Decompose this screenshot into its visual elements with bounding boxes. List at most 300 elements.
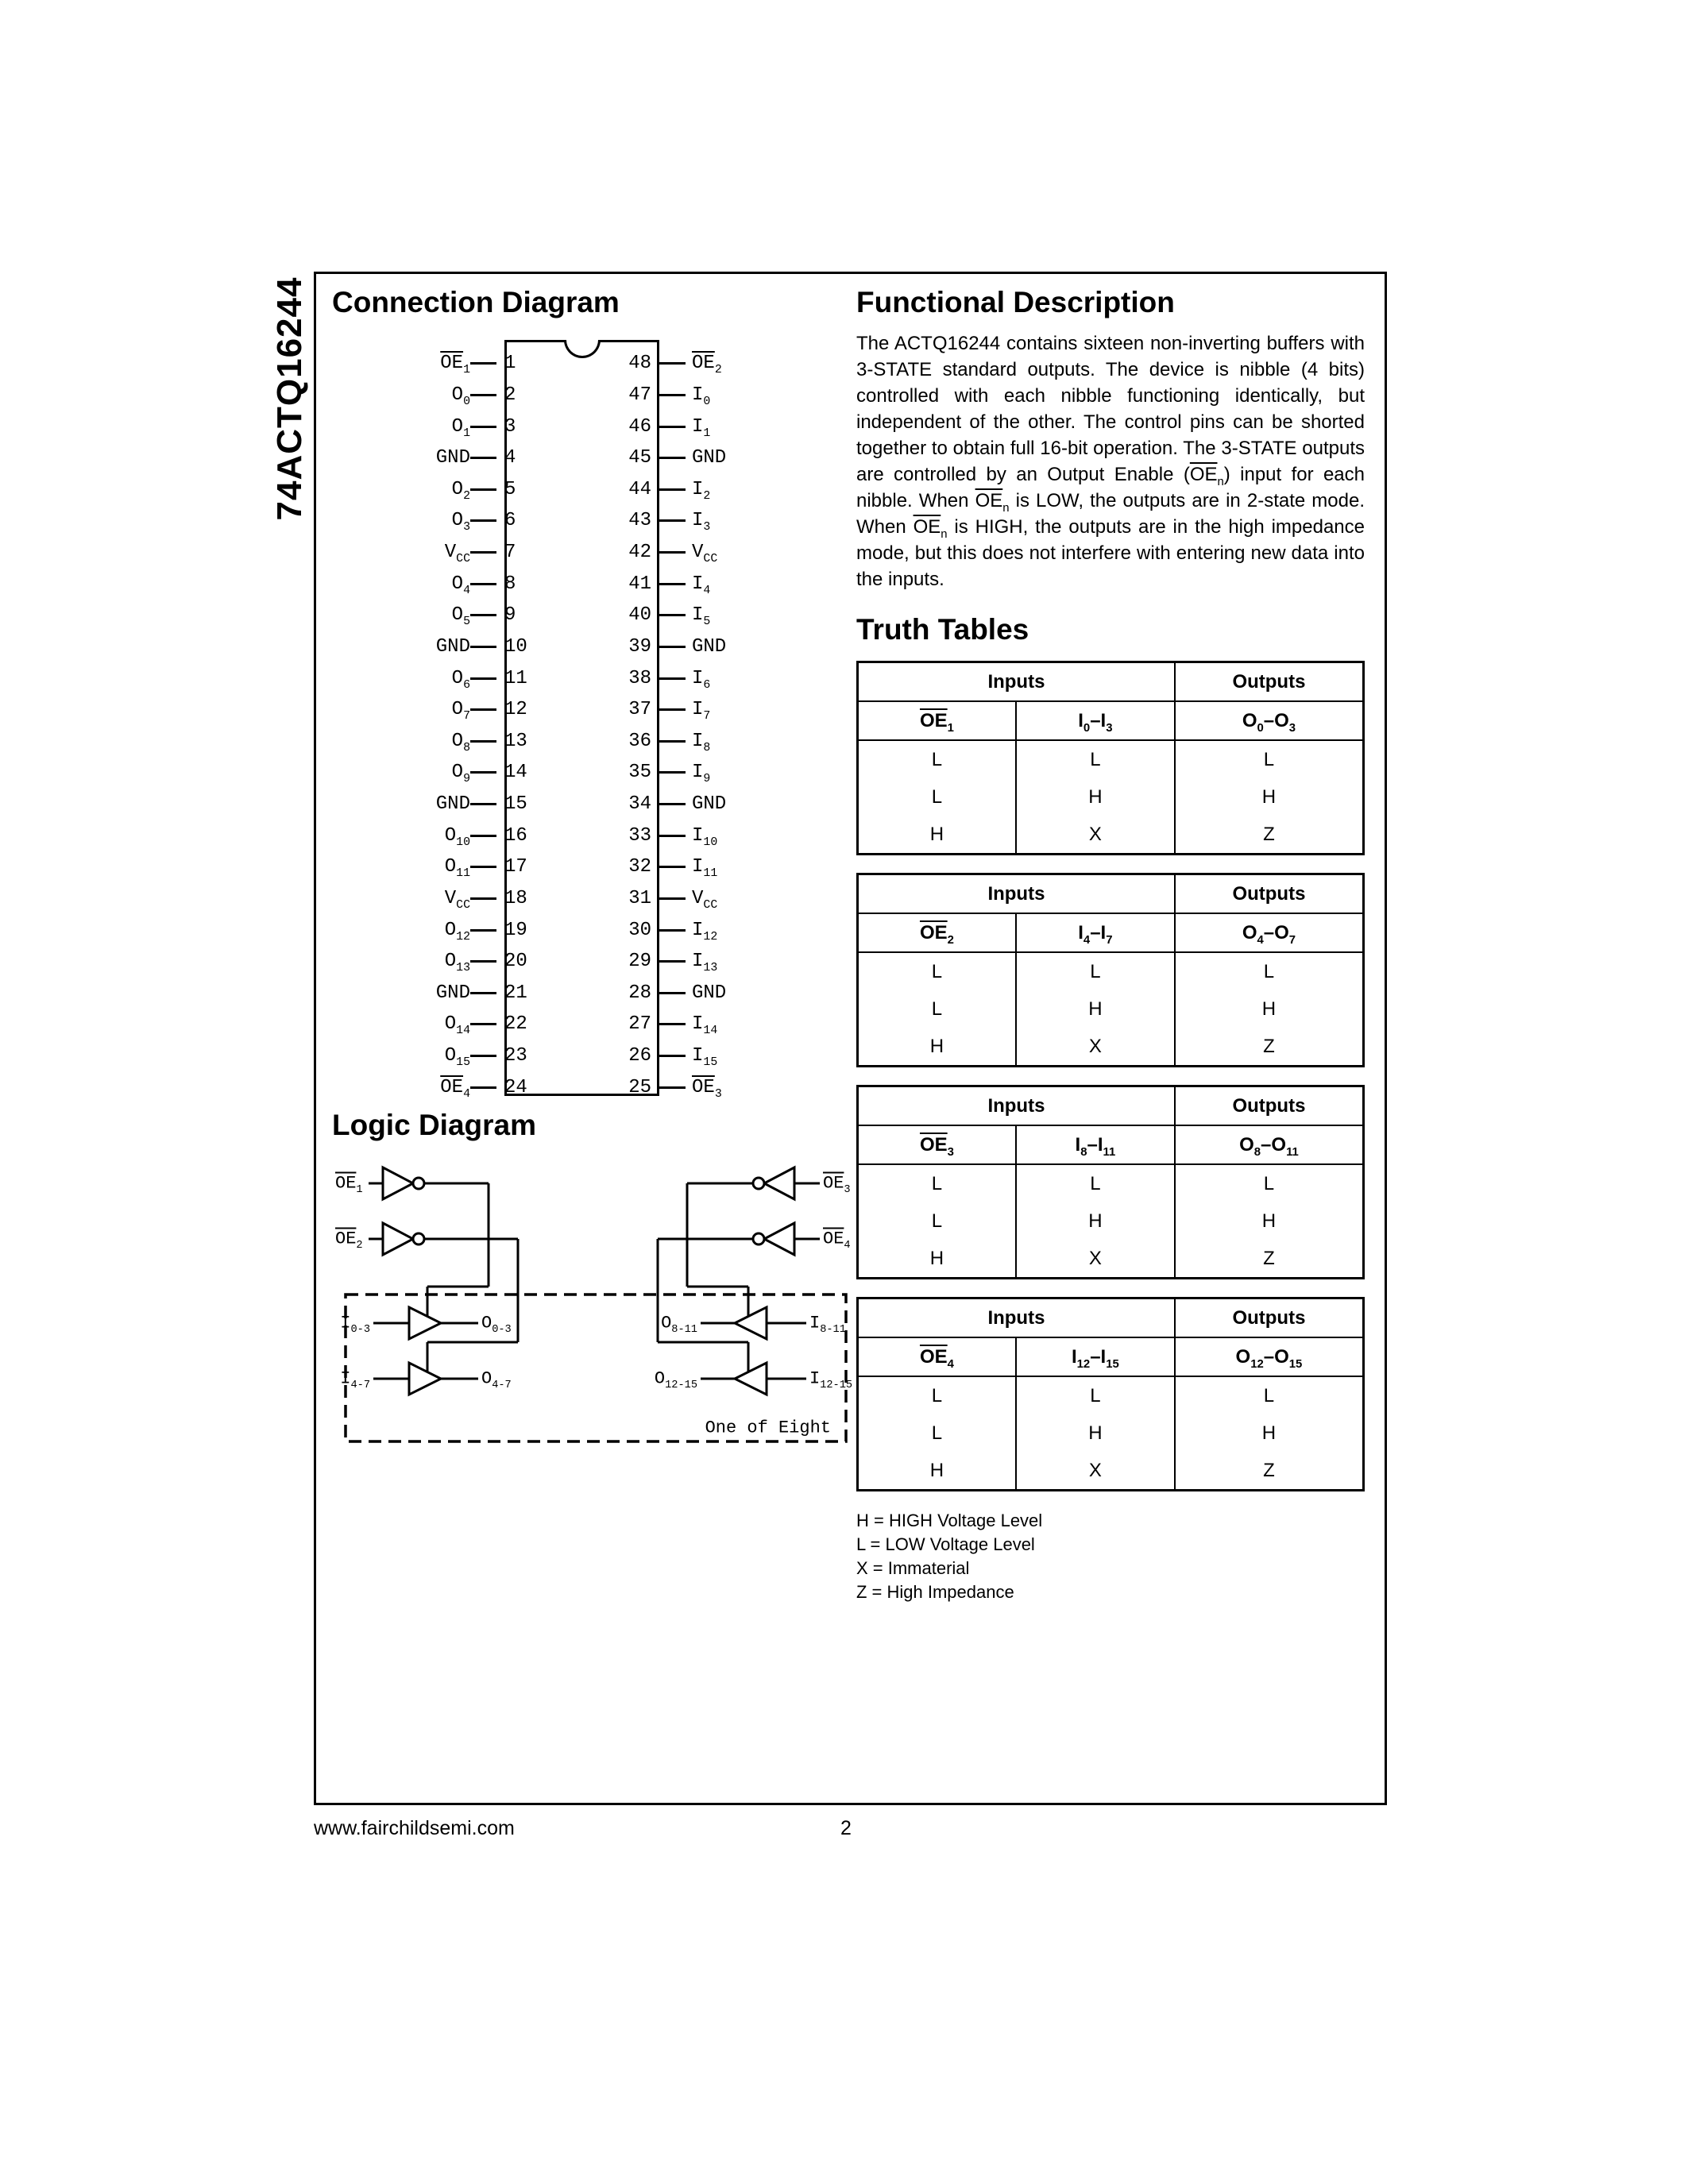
truth-cell: H xyxy=(858,816,1016,855)
pin-number: 4 xyxy=(504,447,516,469)
pin-number: 38 xyxy=(628,667,651,689)
i12-15-label: $I_{12-15}$ xyxy=(809,1368,853,1391)
truth-cell: L xyxy=(1263,1384,1275,1406)
pin-label: $\overline{OE}_2$ xyxy=(692,353,722,377)
truth-cell: H xyxy=(1261,1422,1277,1444)
pin-row xyxy=(334,883,540,915)
pin-number: 23 xyxy=(504,1045,527,1067)
dip-notch xyxy=(564,340,601,358)
pin-label: $O_{10}$ xyxy=(444,824,470,849)
pin-label: $O_1$ xyxy=(451,415,470,440)
pin-number: 33 xyxy=(628,824,651,847)
pin-label: $V_{CC}$ xyxy=(444,887,470,912)
oe-col-header: $\overline{OE}_4$ xyxy=(858,1337,1016,1376)
pin-label: $I_{10}$ xyxy=(692,824,718,849)
truth-cell: H xyxy=(1016,1202,1175,1240)
o0-3-label: $O_{0-3}$ xyxy=(481,1313,512,1336)
pin-lead-line xyxy=(659,488,686,491)
pin-row xyxy=(616,820,814,851)
pin-row xyxy=(334,505,540,537)
pin-lead-line xyxy=(470,992,496,994)
pin-row xyxy=(334,694,540,726)
pin-lead-line xyxy=(470,740,496,743)
truth-row xyxy=(858,1028,1364,1067)
pin-lead-line xyxy=(659,614,686,616)
output-range-header: $O_4-O_7$ xyxy=(1175,913,1364,952)
pin-lead-line xyxy=(470,646,496,648)
pin-lead-line xyxy=(659,677,686,680)
inputs-header: Inputs xyxy=(858,1298,1175,1338)
pin-lead-line xyxy=(470,457,496,459)
pin-row xyxy=(334,537,540,569)
truth-cell: L xyxy=(858,1164,1016,1202)
oe3-label: $\overline{OE}_3$ xyxy=(823,1173,851,1196)
truth-cell: H xyxy=(1261,997,1277,1020)
output-range-header: $O_0-O_3$ xyxy=(1175,701,1364,740)
logic-diagram-title: Logic Diagram xyxy=(332,1109,536,1141)
truth-row xyxy=(858,1202,1364,1240)
pin-row xyxy=(334,946,540,978)
truth-cell: H xyxy=(858,1028,1016,1067)
input-range-header: $I_8-I_{11}$ xyxy=(1016,1125,1175,1164)
pin-label: $\overline{OE}_1$ xyxy=(440,353,470,377)
functional-description-title: Functional Description xyxy=(856,286,1175,318)
truth-row xyxy=(858,990,1364,1028)
pin-row xyxy=(616,1040,814,1072)
pin-number: 19 xyxy=(504,919,527,941)
pin-number: 30 xyxy=(628,919,651,941)
buffer-gate xyxy=(409,1307,441,1339)
pin-row xyxy=(616,1071,814,1103)
oe4-label: $\overline{OE}_4$ xyxy=(823,1229,851,1252)
oe2-label: $\overline{OE}_2$ xyxy=(335,1229,363,1252)
pin-number: 18 xyxy=(504,887,527,909)
pin-label: $O_{13}$ xyxy=(444,951,470,974)
pin-number: 12 xyxy=(504,699,527,721)
pin-label: $I_8$ xyxy=(692,730,711,754)
pin-label: GND xyxy=(692,982,727,1004)
pin-number: 29 xyxy=(628,951,651,973)
pin-row xyxy=(334,1009,540,1040)
pin-number: 27 xyxy=(628,1013,651,1036)
pin-lead-line xyxy=(470,362,496,365)
oe-col-header: $\overline{OE}_3$ xyxy=(858,1125,1016,1164)
pin-label: $O_2$ xyxy=(451,478,470,503)
pin-label: $O_4$ xyxy=(451,573,470,597)
pin-number: 15 xyxy=(504,793,527,816)
truth-cell: L xyxy=(858,990,1016,1028)
inputs-header: Inputs xyxy=(858,874,1175,914)
legend-line: L = LOW Voltage Level xyxy=(856,1534,1035,1554)
pin-lead-line xyxy=(659,646,686,648)
truth-table-1 xyxy=(856,661,1365,855)
pin-label: $V_{CC}$ xyxy=(444,542,470,565)
truth-cell: X xyxy=(1016,816,1175,855)
pin-row xyxy=(334,851,540,883)
i0-3-label: $I_{0-3}$ xyxy=(340,1313,370,1336)
pin-row xyxy=(616,789,814,820)
inverter-bubble xyxy=(753,1178,764,1189)
pin-number: 26 xyxy=(628,1045,651,1067)
pin-number: 47 xyxy=(628,384,651,406)
pin-number: 32 xyxy=(628,856,651,878)
truth-cell: H xyxy=(1016,990,1175,1028)
pin-row xyxy=(334,631,540,663)
pin-lead-line xyxy=(470,771,496,774)
pin-label: $O_0$ xyxy=(451,384,470,408)
truth-row xyxy=(858,740,1364,778)
pin-number: 42 xyxy=(628,542,651,564)
truth-row xyxy=(858,778,1364,816)
truth-table-4 xyxy=(856,1297,1365,1491)
pin-row xyxy=(616,1009,814,1040)
pin-number: 24 xyxy=(504,1076,527,1098)
buffer-gate xyxy=(409,1363,441,1395)
pin-label: $O_6$ xyxy=(451,667,470,692)
pin-lead-line xyxy=(470,488,496,491)
pin-number: 35 xyxy=(628,762,651,784)
truth-cell: L xyxy=(1016,740,1175,778)
pin-lead-line xyxy=(470,708,496,711)
pin-row xyxy=(616,914,814,946)
pin-label: $I_{15}$ xyxy=(692,1045,718,1069)
truth-table-2 xyxy=(856,873,1365,1067)
truth-row xyxy=(858,1240,1364,1279)
o4-7-label: $O_{4-7}$ xyxy=(481,1368,512,1391)
pin-lead-line xyxy=(470,835,496,837)
pin-row xyxy=(616,726,814,758)
pin-number: 25 xyxy=(628,1076,651,1098)
truth-cell: X xyxy=(1016,1452,1175,1491)
pin-label: $O_{14}$ xyxy=(444,1013,470,1038)
pin-row xyxy=(616,537,814,569)
pin-number: 5 xyxy=(504,478,516,500)
truth-cell: H xyxy=(1261,1210,1277,1232)
pin-label: $I_6$ xyxy=(692,667,711,692)
pin-row xyxy=(616,631,814,663)
pin-lead-line xyxy=(470,614,496,616)
pin-lead-line xyxy=(470,929,496,932)
truth-cell: H xyxy=(1016,1414,1175,1452)
truth-row xyxy=(858,952,1364,990)
pin-label: GND xyxy=(692,793,727,816)
pin-lead-line xyxy=(659,992,686,994)
pin-label: $V_{CC}$ xyxy=(692,542,718,565)
truth-cell: L xyxy=(858,952,1016,990)
pin-label: $I_0$ xyxy=(692,384,711,408)
pin-label: $\overline{OE}_3$ xyxy=(692,1076,722,1101)
outputs-header: Outputs xyxy=(1175,1086,1364,1126)
pin-lead-line xyxy=(659,457,686,459)
inputs-header: Inputs xyxy=(858,662,1175,702)
part-number-vertical xyxy=(265,275,315,523)
inverter-gate xyxy=(764,1167,794,1199)
pin-number: 1 xyxy=(504,353,516,375)
pin-row xyxy=(334,820,540,851)
truth-cell: Z xyxy=(1263,1247,1275,1269)
pin-lead-line xyxy=(470,551,496,554)
inverter-bubble xyxy=(753,1233,764,1244)
pin-row xyxy=(616,474,814,506)
truth-cell: L xyxy=(1263,1172,1275,1194)
pin-row xyxy=(334,1071,540,1103)
truth-cell: X xyxy=(1016,1240,1175,1279)
pin-number: 36 xyxy=(628,730,651,752)
footer-page-number: 2 xyxy=(840,1817,852,1839)
i8-11-label: $I_{8-11}$ xyxy=(809,1313,846,1336)
pin-lead-line xyxy=(659,394,686,396)
truth-row xyxy=(858,1376,1364,1414)
pin-row xyxy=(334,757,540,789)
pin-number: 31 xyxy=(628,887,651,909)
pin-lead-line xyxy=(470,677,496,680)
pin-lead-line xyxy=(470,519,496,522)
pin-lead-line xyxy=(659,929,686,932)
inverter-gate xyxy=(383,1167,413,1199)
pin-label: $O_5$ xyxy=(451,604,470,629)
pin-lead-line xyxy=(470,960,496,963)
truth-cell: L xyxy=(858,1376,1016,1414)
truth-row xyxy=(858,1452,1364,1491)
pin-row xyxy=(616,348,814,380)
one-of-eight-caption: One of Eight xyxy=(705,1418,831,1438)
pin-number: 45 xyxy=(628,447,651,469)
truth-cell: L xyxy=(1263,748,1275,770)
logic-diagram xyxy=(334,1152,858,1453)
truth-cell: L xyxy=(1016,1376,1175,1414)
pin-label: GND xyxy=(435,635,470,658)
pin-lead-line xyxy=(659,1086,686,1089)
pin-row xyxy=(616,380,814,411)
pin-lead-line xyxy=(470,803,496,805)
pin-row xyxy=(616,757,814,789)
pin-row xyxy=(616,600,814,631)
pin-row xyxy=(616,851,814,883)
footer-website: www.fairchildsemi.com xyxy=(314,1817,515,1839)
truth-cell: Z xyxy=(1263,1459,1275,1481)
pin-row xyxy=(616,946,814,978)
pin-row xyxy=(616,662,814,694)
truth-table-legend xyxy=(856,1509,1365,1604)
pin-row xyxy=(334,474,540,506)
pin-row xyxy=(334,600,540,631)
pin-number: 8 xyxy=(504,573,516,595)
truth-tables-title: Truth Tables xyxy=(856,613,1029,646)
inverter-gate xyxy=(383,1223,413,1255)
pin-lead-line xyxy=(470,1023,496,1025)
pin-lead-line xyxy=(659,519,686,522)
pin-lead-line xyxy=(470,426,496,428)
truth-row xyxy=(858,816,1364,855)
pin-row xyxy=(334,411,540,442)
pin-lead-line xyxy=(659,740,686,743)
pin-label: $O_{12}$ xyxy=(444,919,470,943)
pin-lead-line xyxy=(659,362,686,365)
pin-lead-line xyxy=(470,583,496,585)
legend-line: H = HIGH Voltage Level xyxy=(856,1511,1043,1530)
pin-number: 2 xyxy=(504,384,516,406)
pin-label: $I_9$ xyxy=(692,762,711,786)
pin-label: $V_{CC}$ xyxy=(692,887,718,912)
inverter-bubble xyxy=(413,1233,424,1244)
right-column xyxy=(856,286,1365,1604)
pin-lead-line xyxy=(659,771,686,774)
legend-line: Z = High Impedance xyxy=(856,1582,1014,1602)
truth-tables xyxy=(856,661,1365,1491)
truth-cell: X xyxy=(1016,1028,1175,1067)
pin-number: 3 xyxy=(504,415,516,438)
output-range-header: $O_8-O_{11}$ xyxy=(1175,1125,1364,1164)
pin-label: $I_{13}$ xyxy=(692,951,718,974)
pin-label: $I_{14}$ xyxy=(692,1013,718,1038)
pin-label: $O_{11}$ xyxy=(444,856,470,881)
pin-lead-line xyxy=(470,394,496,396)
inputs-header: Inputs xyxy=(858,1086,1175,1126)
pin-number: 46 xyxy=(628,415,651,438)
input-range-header: $I_{12}-I_{15}$ xyxy=(1016,1337,1175,1376)
pin-row xyxy=(334,978,540,1009)
pin-label: $O_3$ xyxy=(451,510,470,534)
pin-number: 39 xyxy=(628,635,651,658)
inverter-gate xyxy=(764,1223,794,1255)
truth-cell: L xyxy=(1016,952,1175,990)
pin-row xyxy=(334,789,540,820)
pin-number: 37 xyxy=(628,699,651,721)
pin-number: 11 xyxy=(504,667,527,689)
pin-row xyxy=(334,442,540,474)
pin-number: 34 xyxy=(628,793,651,816)
pin-number: 16 xyxy=(504,824,527,847)
outputs-header: Outputs xyxy=(1175,662,1364,702)
input-range-header: $I_4-I_7$ xyxy=(1016,913,1175,952)
buffer-gate xyxy=(735,1363,767,1395)
pin-number: 17 xyxy=(504,856,527,878)
pin-number: 9 xyxy=(504,604,516,627)
pin-lead-line xyxy=(659,803,686,805)
pin-label: $I_5$ xyxy=(692,604,711,629)
output-range-header: $O_{12}-O_{15}$ xyxy=(1175,1337,1364,1376)
pin-lead-line xyxy=(470,866,496,868)
right-pin-column xyxy=(616,348,814,1103)
pin-number: 20 xyxy=(504,951,527,973)
truth-cell: H xyxy=(1261,785,1277,808)
pin-number: 10 xyxy=(504,635,527,658)
pin-label: GND xyxy=(435,447,470,469)
pin-lead-line xyxy=(659,1023,686,1025)
pin-number: 6 xyxy=(504,510,516,532)
oe1-label: $\overline{OE}_1$ xyxy=(335,1173,363,1196)
outputs-header: Outputs xyxy=(1175,874,1364,914)
input-range-header: $I_0-I_3$ xyxy=(1016,701,1175,740)
pin-row xyxy=(334,662,540,694)
pin-row xyxy=(334,914,540,946)
pin-row xyxy=(334,380,540,411)
pin-lead-line xyxy=(470,1055,496,1057)
o8-11-label: $O_{8-11}$ xyxy=(661,1313,697,1336)
pin-lead-line xyxy=(659,708,686,711)
pin-label: GND xyxy=(692,447,727,469)
part-number-text: 74ACTQ16244 xyxy=(270,276,309,521)
pin-lead-line xyxy=(659,866,686,868)
pin-row xyxy=(616,411,814,442)
pin-number: 13 xyxy=(504,730,527,752)
truth-row xyxy=(858,1414,1364,1452)
oe-col-header: $\overline{OE}_1$ xyxy=(858,701,1016,740)
pin-label: GND xyxy=(692,635,727,658)
truth-table-3 xyxy=(856,1085,1365,1279)
pin-label: GND xyxy=(435,793,470,816)
pin-number: 14 xyxy=(504,762,527,784)
pin-lead-line xyxy=(470,1086,496,1089)
truth-cell: H xyxy=(858,1240,1016,1279)
pin-number: 21 xyxy=(504,982,527,1004)
pin-row xyxy=(616,505,814,537)
pin-number: 28 xyxy=(628,982,651,1004)
pin-row xyxy=(334,568,540,600)
pin-label: GND xyxy=(435,982,470,1004)
pin-number: 43 xyxy=(628,510,651,532)
pin-row xyxy=(334,1040,540,1072)
truth-row xyxy=(858,1164,1364,1202)
pin-lead-line xyxy=(659,835,686,837)
pin-label: $I_{12}$ xyxy=(692,919,718,943)
pin-label: $O_9$ xyxy=(451,762,470,786)
pin-lead-line xyxy=(659,960,686,963)
pin-row xyxy=(616,442,814,474)
pin-label: $I_{11}$ xyxy=(692,856,718,881)
pin-label: $O_8$ xyxy=(451,730,470,754)
pin-row xyxy=(616,978,814,1009)
pin-label: $O_{15}$ xyxy=(444,1045,470,1069)
pin-number: 40 xyxy=(628,604,651,627)
truth-cell: H xyxy=(858,1452,1016,1491)
truth-cell: L xyxy=(858,778,1016,816)
pin-row xyxy=(616,883,814,915)
legend-line: X = Immaterial xyxy=(856,1558,970,1578)
truth-cell: Z xyxy=(1263,1035,1275,1057)
connection-diagram xyxy=(334,340,814,1102)
pin-number: 7 xyxy=(504,542,516,564)
pin-label: $\overline{OE}_4$ xyxy=(440,1076,470,1101)
logic-diagram-drawing xyxy=(334,1152,858,1453)
pin-label: $I_7$ xyxy=(692,699,711,723)
pin-label: $I_1$ xyxy=(692,415,711,440)
inverter-bubble xyxy=(413,1178,424,1189)
buffer-gate xyxy=(735,1307,767,1339)
pin-lead-line xyxy=(659,426,686,428)
connection-diagram-title: Connection Diagram xyxy=(332,286,620,318)
oe-col-header: $\overline{OE}_2$ xyxy=(858,913,1016,952)
truth-cell: Z xyxy=(1263,823,1275,845)
pin-label: $I_2$ xyxy=(692,478,711,503)
pin-lead-line xyxy=(659,1055,686,1057)
truth-cell: L xyxy=(1016,1164,1175,1202)
pin-lead-line xyxy=(470,897,496,900)
pin-lead-line xyxy=(659,583,686,585)
functional-description-body: The ACTQ16244 contains sixteen non-inverting buffers with 3-STATE standard outputs. The device is nibble (4 bits) controlled with each nibble functioning identically, but independent of the other. The control pins can be shorted together to obtain full 16-bit operation. The 3-STATE outputs are controlled by an Output Enable $(\overline{OE}_n)$ input for each nibble. When $\overline{OE}_n$ is LOW, the outputs are in 2-state mode. When $\overline{OE}_n$ is HIGH, the outputs are in the high impedance mode, but this does not interfere with entering new data into the inputs. xyxy=(856,333,1365,590)
o12-15-label: $O_{12-15}$ xyxy=(654,1368,697,1391)
truth-cell: L xyxy=(858,740,1016,778)
truth-cell: H xyxy=(1016,778,1175,816)
pin-number: 44 xyxy=(628,478,651,500)
pin-lead-line xyxy=(659,551,686,554)
i4-7-label: $I_{4-7}$ xyxy=(340,1368,370,1391)
pin-lead-line xyxy=(659,897,686,900)
pin-label: $I_4$ xyxy=(692,573,711,597)
truth-cell: L xyxy=(858,1202,1016,1240)
pin-row xyxy=(616,694,814,726)
pin-row xyxy=(616,568,814,600)
